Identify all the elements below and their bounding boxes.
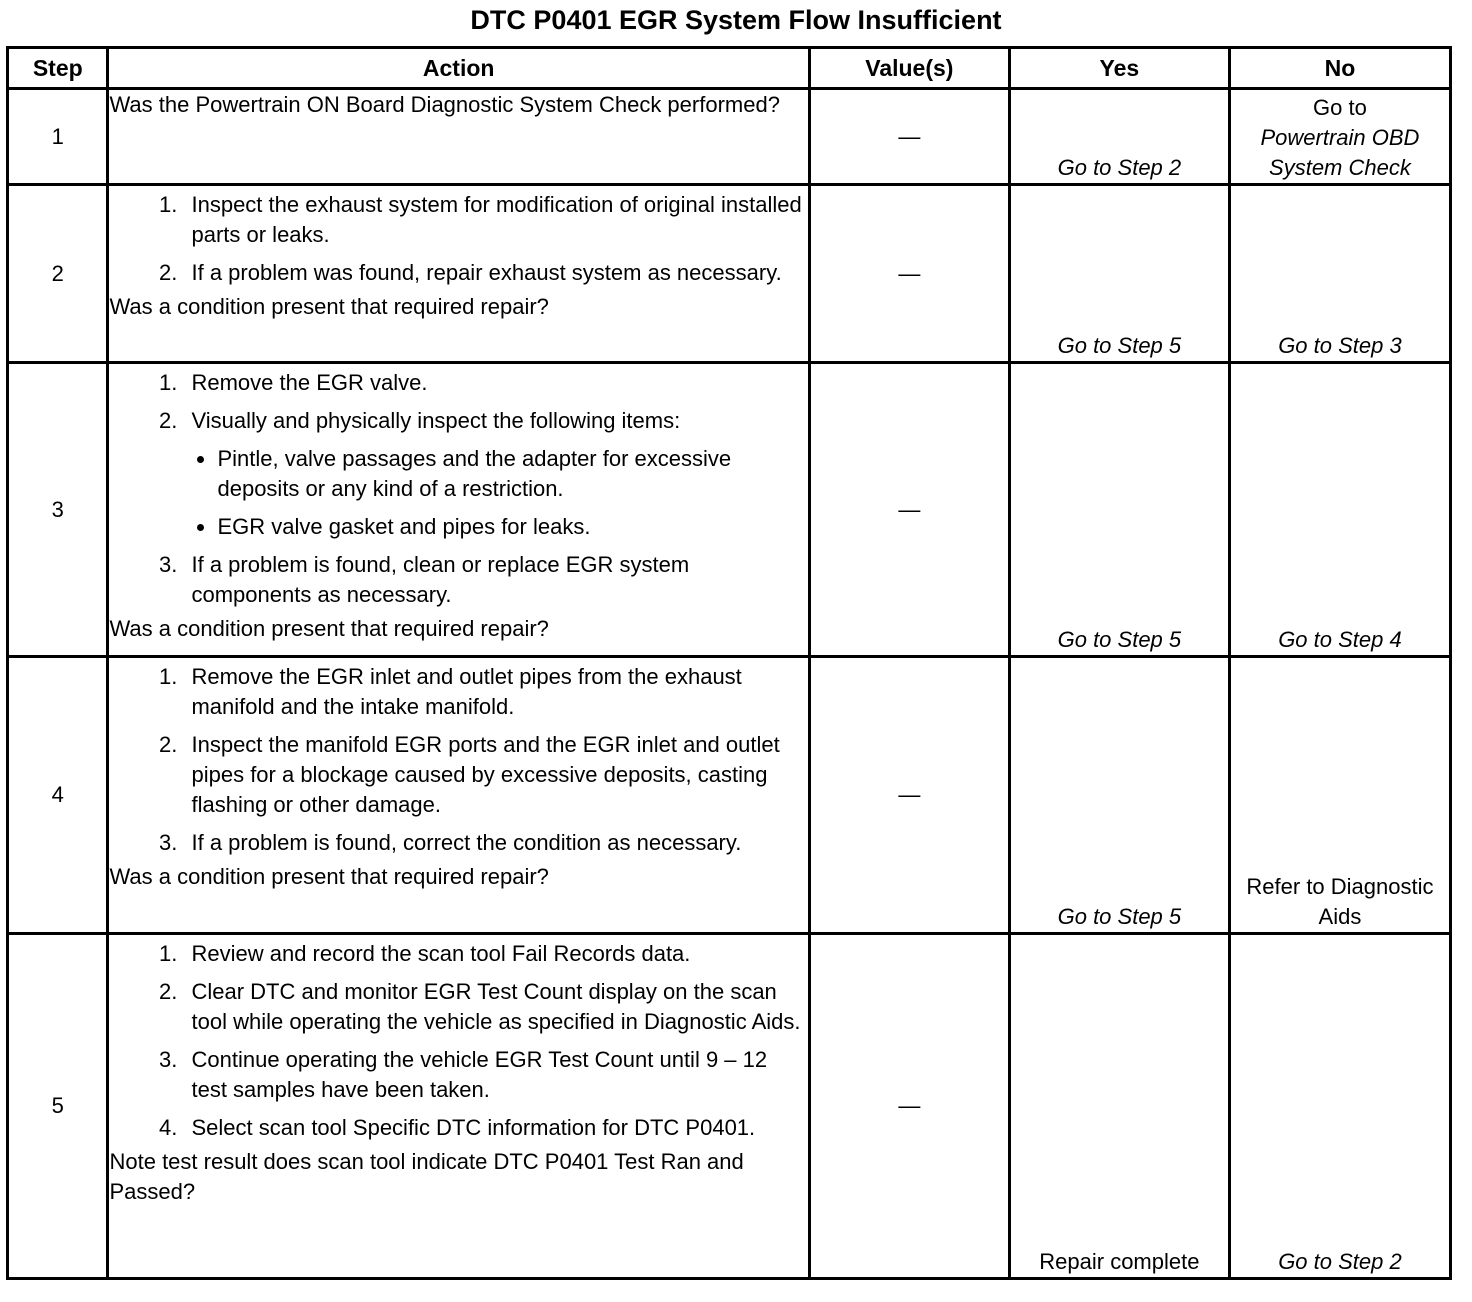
table-row [8,934,1451,1279]
value-cell: — [809,934,1009,1279]
action-steps-list [109,662,807,858]
action-cell [108,185,809,363]
step-number: 1 [8,89,108,185]
action-step-item: 1. Remove the EGR valve. [183,368,807,398]
header-step: Step [8,48,108,89]
action-step-text: Visually and physically inspect the following items: [191,408,681,433]
action-bullet-item: • Pintle, valve passages and the adapter for excessive deposits or any kind of a restriction. [217,444,807,504]
action-step-item: 3. If a problem is found, clean or replace EGR system components as necessary. [183,550,807,610]
yes-cell: Go to Step 5 [1009,185,1229,363]
action-question: Was a condition present that required repair? [109,864,549,889]
no-cell: Go to Step 3 [1229,185,1450,363]
action-step-item: 1. Remove the EGR inlet and outlet pipes from the exhaust manifold and the intake manifold. [183,662,807,722]
action-steps-list [109,939,807,1143]
step-number: 4 [8,657,108,934]
action-bullet-list [191,444,807,542]
action-question: Note test result does scan tool indicate DTC P0401 Test Ran and Passed? [109,1149,744,1204]
value-cell: — [809,363,1009,657]
action-cell [108,363,809,657]
yes-cell: Go to Step 5 [1009,363,1229,657]
table-row [8,185,1451,363]
table-row [8,657,1451,934]
action-question: Was a condition present that required repair? [109,616,549,641]
value-cell: — [809,185,1009,363]
yes-cell: Go to Step 2 [1009,89,1229,185]
step-number: 5 [8,934,108,1279]
step-number: 2 [8,185,108,363]
table-row [8,89,1451,185]
action-steps-list [109,368,807,610]
yes-cell: Go to Step 5 [1009,657,1229,934]
page-title: DTC P0401 EGR System Flow Insufficient [470,5,1002,35]
header-values: Value(s) [809,48,1009,89]
action-cell [108,657,809,934]
header-yes: Yes [1009,48,1229,89]
value-cell: — [809,657,1009,934]
action-step-item: 4. Select scan tool Specific DTC information for DTC P0401. [183,1113,807,1143]
action-step-item: 2. Inspect the manifold EGR ports and the EGR inlet and outlet pipes for a blockage caused by excessive deposits, casting flashing or other damage. [183,730,807,820]
action-step-item: 1. Inspect the exhaust system for modification of original installed parts or leaks. [183,190,807,250]
no-cell: Refer to Diagnostic Aids [1229,657,1450,934]
action-step-item: 2. Clear DTC and monitor EGR Test Count display on the scan tool while operating the vehicle as specified in Diagnostic Aids. [183,977,807,1037]
action-step-item: 3. If a problem is found, correct the condition as necessary. [183,828,807,858]
action-question: Was a condition present that required repair? [109,294,549,319]
no-cell: Go to Step 2 [1229,934,1450,1279]
header-action: Action [108,48,809,89]
step-number: 3 [8,363,108,657]
action-step-item: 1. Review and record the scan tool Fail Records data. [183,939,807,969]
header-row [8,48,1451,89]
value-cell: — [809,89,1009,185]
no-cell: Go to Step 4 [1229,363,1450,657]
action-steps-list [109,190,807,288]
yes-cell: Repair complete [1009,934,1229,1279]
table-row [8,363,1451,657]
no-cell-line: Go to [1313,95,1367,120]
action-bullet-item: • EGR valve gasket and pipes for leaks. [217,512,807,542]
header-no: No [1229,48,1450,89]
action-step-item: 3. Continue operating the vehicle EGR Test Count until 9 – 12 test samples have been taken. [183,1045,807,1105]
action-question: Was the Powertrain ON Board Diagnostic System Check performed? [109,92,780,117]
action-step-item: 2. If a problem was found, repair exhaust system as necessary. [183,258,807,288]
no-cell-line: Powertrain OBD System Check [1260,125,1420,180]
action-cell [108,934,809,1279]
action-cell [108,89,809,185]
action-step-item [183,406,807,542]
no-cell [1229,89,1450,185]
diagnostic-table [6,46,1452,1280]
